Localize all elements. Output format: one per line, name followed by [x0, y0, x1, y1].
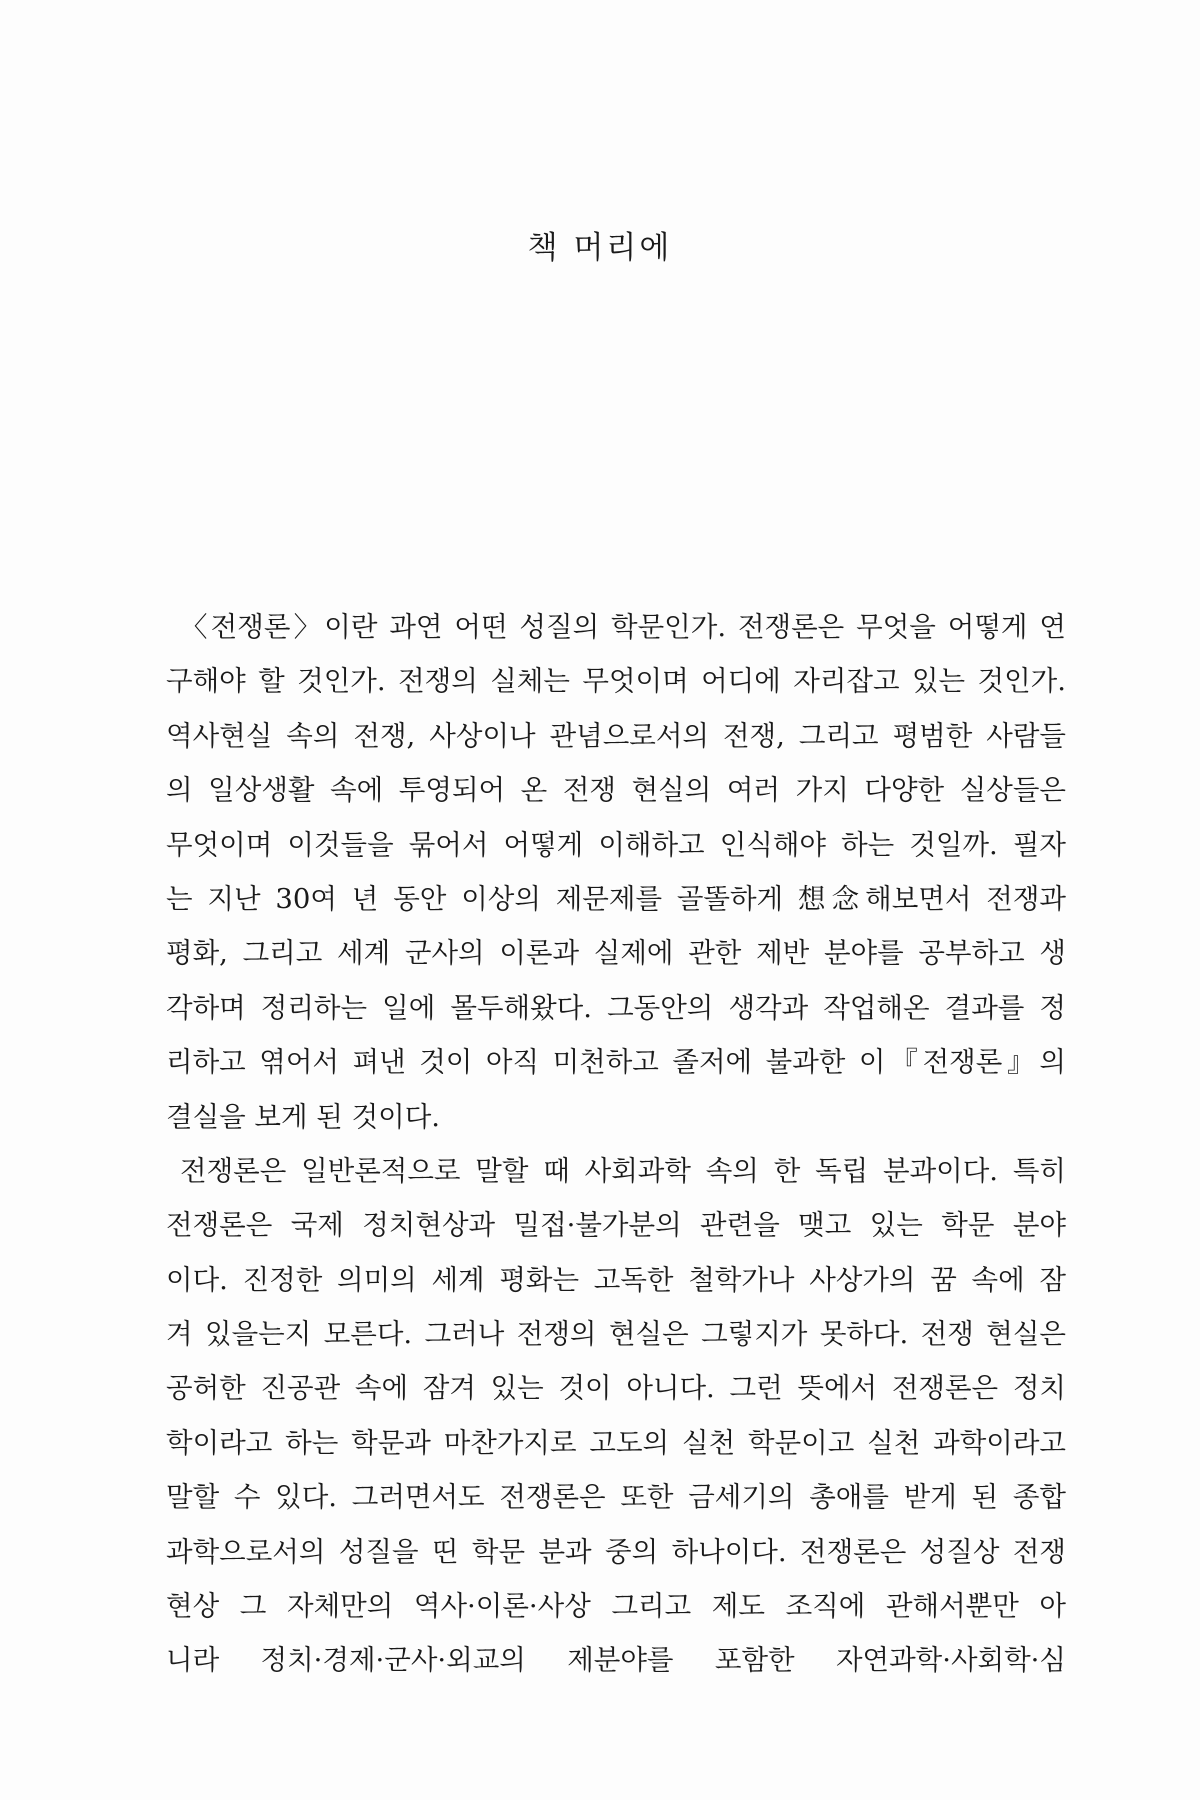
body-text	[166, 600, 1066, 1688]
text-line: 겨 있을는지 모른다. 그러나 전쟁의 현실은 그렇지가 못하다. 전쟁 현실은	[166, 1318, 1066, 1351]
text-line: 니라 정치·경제·군사·외교의 제분야를 포함한 자연과학·사회학·심	[166, 1644, 1066, 1677]
text-line: 현상 그 자체만의 역사·이론·사상 그리고 제도 조직에 관해서뿐만 아	[166, 1590, 1066, 1623]
text-line: 결실을 보게 된 것이다.	[166, 1100, 441, 1133]
page-title: 책 머리에	[527, 230, 673, 266]
text-line: 무엇이며 이것들을 묶어서 어떻게 이해하고 인식해야 하는 것일까. 필자	[166, 828, 1066, 861]
text-line: 말할 수 있다. 그러면서도 전쟁론은 또한 금세기의 총애를 받게 된 종합	[166, 1481, 1066, 1514]
text-line: 역사현실 속의 전쟁, 사상이나 관념으로서의 전쟁, 그리고 평범한 사람들	[166, 719, 1066, 752]
text-line: 전쟁론은 국제 정치현상과 밀접·불가분의 관련을 맺고 있는 학문 분야	[166, 1209, 1066, 1242]
text-line: 각하며 정리하는 일에 몰두해왔다. 그동안의 생각과 작업해온 결과를 정	[166, 991, 1066, 1024]
text-line: 구해야 할 것인가. 전쟁의 실체는 무엇이며 어디에 자리잡고 있는 것인가.	[166, 665, 1066, 698]
text-line: 리하고 엮어서 펴낸 것이 아직 미천하고 졸저에 불과한 이『전쟁론』의	[166, 1046, 1066, 1079]
text-line: 의 일상생활 속에 투영되어 온 전쟁 현실의 여러 가지 다양한 실상들은	[166, 774, 1066, 807]
text-line: 는 지난 30여 년 동안 이상의 제문제를 골똘하게 想念해보면서 전쟁과	[166, 882, 1066, 915]
text-line: 전쟁론은 일반론적으로 말할 때 사회과학 속의 한 독립 분과이다. 특히	[180, 1154, 1066, 1187]
text-line: 학이라고 하는 학문과 마찬가지로 고도의 실천 학문이고 실천 과학이라고	[166, 1426, 1066, 1459]
text-line: 〈전쟁론〉이란 과연 어떤 성질의 학문인가. 전쟁론은 무엇을 어떻게 연	[180, 611, 1066, 643]
text-line: 평화, 그리고 세계 군사의 이론과 실제에 관한 제반 분야를 공부하고 생	[166, 937, 1066, 970]
text-line: 공허한 진공관 속에 잠겨 있는 것이 아니다. 그런 뜻에서 전쟁론은 정치	[166, 1372, 1066, 1405]
text-line: 과학으로서의 성질을 띤 학문 분과 중의 하나이다. 전쟁론은 성질상 전쟁	[166, 1535, 1066, 1568]
text-line: 이다. 진정한 의미의 세계 평화는 고독한 철학가나 사상가의 꿈 속에 잠	[166, 1263, 1066, 1296]
